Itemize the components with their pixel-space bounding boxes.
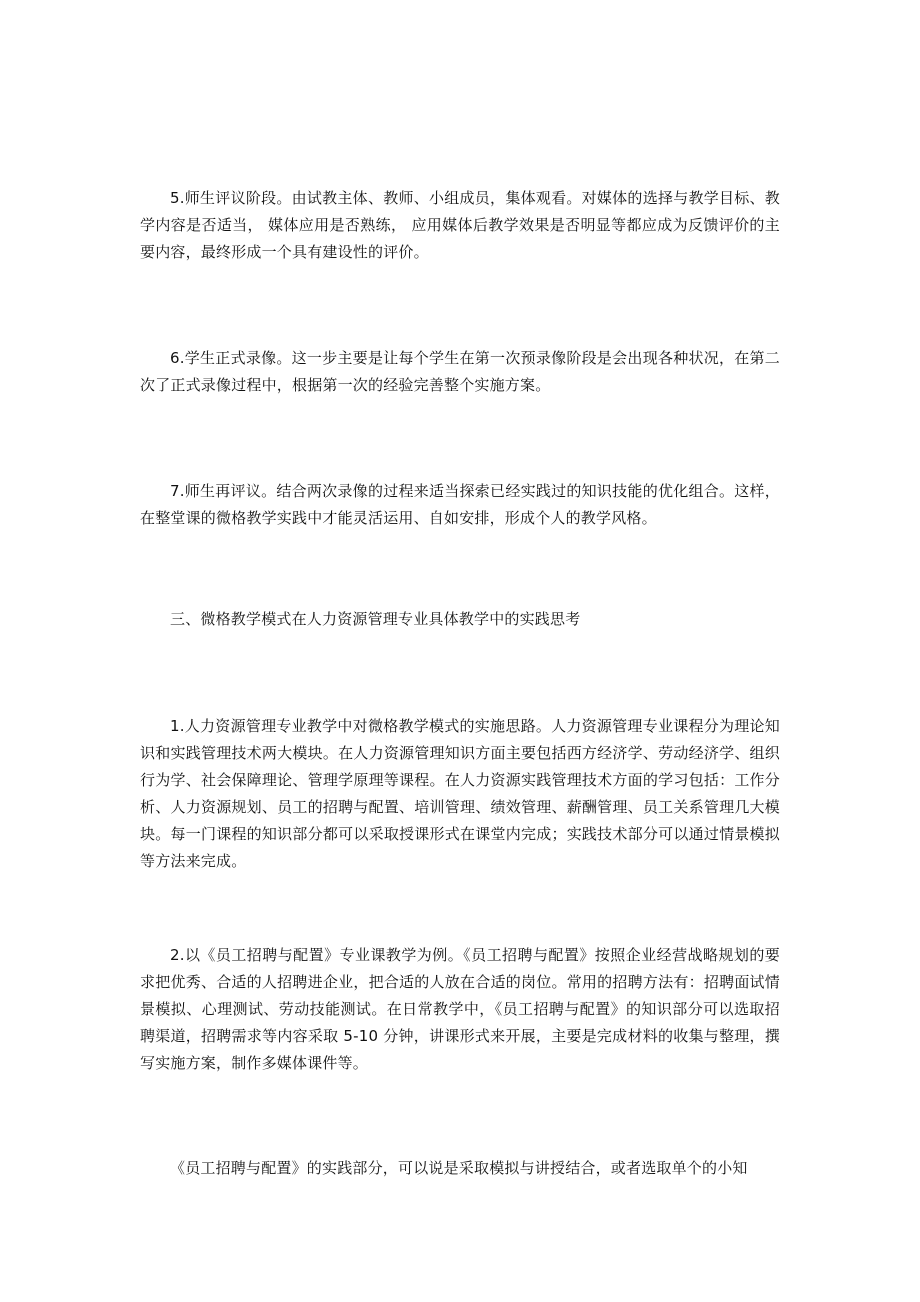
paragraph-practice-part: 《员工招聘与配置》的实践部分，可以说是采取模拟与讲授结合，或者选取单个的小知 [170,1159,748,1177]
paragraph-item-2: 2.以《员工招聘与配置》专业课教学为例。《员工招聘与配置》按照企业经营战略规划的要求把优秀、合适的人招聘进企业，把合适的人放在合适的岗位。常用的招聘方法有：招聘面试情景模拟、心理测试、劳动技能测试。在日常教学中，《员工招聘与配置》的知识部分可以选取招聘渠道，招聘需求等内容采取 5-10 分钟，讲课形式来开展，主要是完成材料的收集与整理，撰写实施方案，制作多媒体课件等。 [140,946,780,1072]
section-heading-3: 三、微格教学模式在人力资源管理专业具体教学中的实践思考 [170,610,581,628]
paragraph-step-6: 6.学生正式录像。这一步主要是让每个学生在第一次预录像阶段是会出现各种状况，在第二次了正式录像过程中，根据第一次的经验完善整个实施方案。 [140,349,780,394]
paragraph-step-5: 5.师生评议阶段。由试教主体、教师、小组成员，集体观看。对媒体的选择与教学目标、教学内容是否适当， 媒体应用是否熟练， 应用媒体后教学效果是否明显等都应成为反馈评价的主要内容，最终形成一个具有建设性的评价。 [140,189,780,261]
paragraph-item-1: 1.人力资源管理专业教学中对微格教学模式的实施思路。人力资源管理专业课程分为理论知识和实践管理技术两大模块。在人力资源管理知识方面主要包括西方经济学、劳动经济学、组织行为学、社会保障理论、管理学原理等课程。在人力资源实践管理技术方面的学习包括：工作分析、人力资源规划、员工的招聘与配置、培训管理、绩效管理、薪酬管理、员工关系管理几大模块。每一门课程的知识部分都可以采取授课形式在课堂内完成；实践技术部分可以通过情景模拟等方法来完成。 [140,717,780,870]
paragraph-step-7: 7.师生再评议。结合两次录像的过程来适当探索已经实践过的知识技能的优化组合。这样，在整堂课的微格教学实践中才能灵活运用、自如安排，形成个人的教学风格。 [140,482,780,527]
